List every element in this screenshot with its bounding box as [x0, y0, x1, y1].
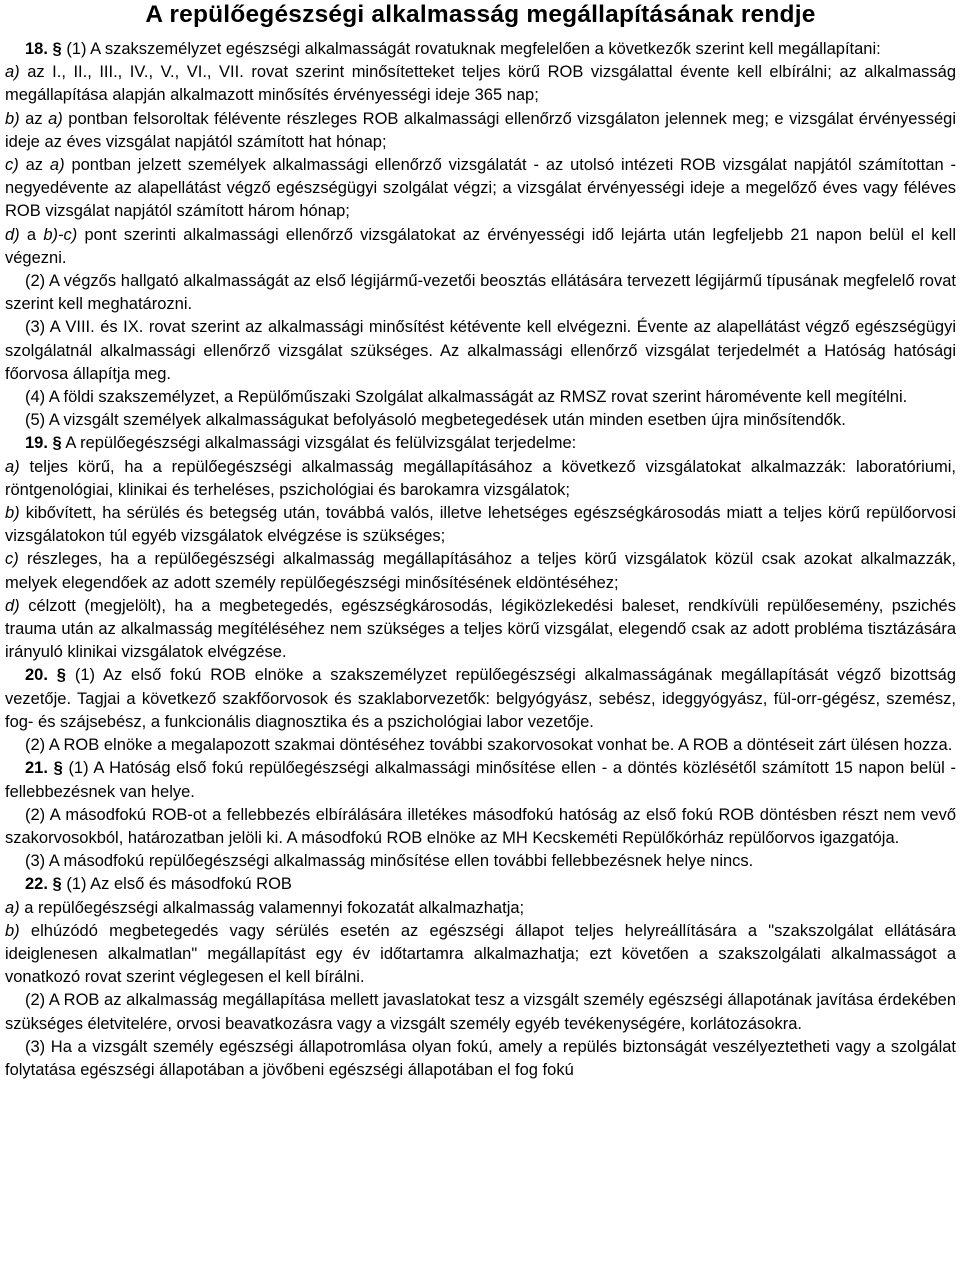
point-label: a): [5, 63, 20, 82]
document-body: [5, 38, 956, 1082]
section-19-point-a: [5, 456, 956, 502]
point-label: b): [5, 921, 20, 940]
section-22-number: 22.: [25, 875, 48, 894]
section-19-intro: [5, 432, 956, 455]
point-text: kibővített, ha sérülés és betegség után, továbbá valós, illetve lehetséges egészségkárosodás miatt a teljes körű repülőorvosi vizsgálatokon túl egyéb vizsgálatok elvégzése is szükséges;: [5, 504, 956, 546]
section-sign: §: [52, 434, 62, 453]
point-prefix: az: [25, 156, 44, 175]
section-22-paragraph-1: [5, 873, 956, 896]
section-21-paragraph-1: [5, 757, 956, 803]
section-21-paragraph-2: (2) A másodfokú ROB-ot a fellebbezés elbírálására illetékes másodfokú hatóság az első fokú ROB döntésben részt nem vevő szakorvosokból, határozatban jelöli ki. A másodfokú ROB elnöke az MH Kecskeméti Repülőkórház repülőorvos igazgatója.: [5, 805, 956, 847]
section-22-point-b: [5, 920, 956, 990]
point-text: pontban jelzett személyek alkalmassági ellenőrző vizsgálatát - az utolsó intézeti ROB vizsgálat napjától számítottan - negyedévente az alapellátást végző egészségügyi szolgálat végzi; a vizsgálat érvényességi ideje a megelőző éves vagy féléves ROB vizsgálat napjától számított három hónap;: [5, 156, 957, 221]
section-19-point-d: [5, 595, 956, 665]
point-label: b): [5, 109, 20, 128]
point-text: a repülőegészségi alkalmasság valamennyi fokozatát alkalmazhatja;: [24, 898, 525, 917]
point-label: c): [5, 550, 19, 569]
section-sign: §: [56, 666, 66, 685]
section-18-number: 18.: [25, 40, 48, 58]
point-label: b): [5, 504, 20, 523]
point-text: célzott (megjelölt), ha a megbetegedés, egészségkárosodás, légiközlekedési baleset, rendkívüli repülőesemény, pszichés trauma után az alkalmasság megítéléséhez nem szükséges a teljes körű vizsgálat, elegendő csak az adott probléma tisztázására irányuló klinikai vizsgálatok elvégzése.: [5, 596, 956, 662]
section-20-paragraph-2: (2) A ROB elnöke a megalapozott szakmai döntéséhez további szakorvosokat vonhat be. A ROB a döntéseit zárt ülésen hozza.: [25, 736, 953, 755]
section-19-point-b: [5, 502, 956, 548]
section-18-paragraph-1: [5, 38, 956, 61]
point-prefix: a: [26, 225, 37, 244]
section-19-intro-text: A repülőegészségi alkalmassági vizsgálat és felülvizsgálat terjedelme:: [65, 434, 577, 453]
section-18-paragraph-5: (5) A vizsgált személyek alkalmasságukat befolyásoló megbetegedések után minden esetben újra minősítendők.: [25, 411, 846, 430]
section-21-number: 21.: [25, 759, 48, 778]
section-21-paragraph-3: (3) A másodfokú repülőegészségi alkalmasság minősítése ellen további fellebbezésnek helye nincs.: [25, 852, 754, 871]
section-18-p1-text: (1) A szakszemélyzet egészségi alkalmasságát rovatuknak megfelelően a következők szerint kell megállapítani:: [66, 40, 881, 58]
point-text: teljes körű, ha a repülőegészségi alkalmasság megállapításához a következő vizsgálatokat alkalmazzák: laboratóriumi, röntgenológiai, klinikai és terheléses, pszichológiai és barokamra vizsgálatok;: [5, 457, 956, 499]
page-title: A repülőegészségi alkalmasság megállapításának rendje: [145, 1, 816, 28]
section-22-paragraph-2: (2) A ROB az alkalmasság megállapítása mellett javaslatokat tesz a vizsgált személy egészségi állapotának javítása érdekében szükséges életvitelére, orvosi beavatkozásra vagy a vizsgált személy egyéb tevékenységére, korlátozásokra.: [5, 991, 956, 1033]
section-sign: §: [52, 875, 62, 894]
section-19-number: 19.: [25, 434, 48, 453]
section-18-point-a: [5, 61, 956, 107]
point-label: a): [5, 898, 20, 917]
point-label: a): [5, 457, 20, 476]
point-label: c): [5, 156, 19, 175]
section-19-point-c: [5, 548, 956, 594]
section-22-paragraph-3: (3) Ha a vizsgált személy egészségi állapotromlása olyan fokú, amely a repülés biztonságát veszélyeztetheti vagy a szolgálat folytatása egészségi állapotában a jövőbeni egészségi állapotában el fog fokú: [5, 1037, 956, 1079]
section-18-point-d: [5, 224, 956, 270]
section-22-p1-text: (1) Az első és másodfokú ROB: [66, 875, 292, 894]
section-22-point-a: [5, 897, 956, 920]
point-reference: a): [48, 109, 63, 128]
point-reference: a): [49, 156, 65, 175]
section-20-p1-text: (1) Az első fokú ROB elnöke a szakszemélyzet repülőegészségi alkalmasságának megállapítását végző bizottság vezetője. Tagjai a következő szakfőorvosok és szaklaborvezetők: belgyógyász, sebész, ideggyógyász, fül-orr-gégész, szemész, fog- és szájsebész, a funkcionális diagnosztika és a pszichológiai labor vezetője.: [5, 666, 956, 731]
section-18-paragraph-2: (2) A végzős hallgató alkalmasságát az első légijármű-vezetői beosztás ellátására tervezett légijármű típusának megfelelő rovat szerint kell meghatározni.: [5, 272, 956, 314]
section-18-paragraph-3: (3) A VIII. és IX. rovat szerint az alkalmassági minősítést kétévente kell elvégezni. Évente az alapellátást végző egészségügyi szolgálatnál alkalmassági ellenőrző vizsgálat szükséges. Az alkalmassági ellenőrző vizsgálat terjedelmét a Hatóság hatósági főorvosa állapítja meg.: [5, 318, 956, 383]
point-prefix: az: [25, 109, 43, 128]
section-18-point-b: [5, 108, 956, 154]
section-sign: §: [52, 40, 62, 58]
section-20-paragraph-1: [5, 664, 956, 734]
point-text: az I., II., III., IV., V., VI., VII. rovat szerint minősítetteket teljes körű ROB vizsgálattal évente kell elbírálni; az alkalmasság megállapítása alapján alkalmazott minősítés érvényességi ideje 365 nap;: [5, 63, 956, 105]
point-text: pont szerinti alkalmassági ellenőrző vizsgálatokat az érvényességi idő lejárta után legfeljebb 21 napon belül el kell végezni.: [5, 225, 956, 267]
section-18-point-c: [5, 154, 956, 224]
section-18-paragraph-4: (4) A földi szakszemélyzet, a Repülőműszaki Szolgálat alkalmasságát az RMSZ rovat szerint háromévente kell megítélni.: [25, 388, 908, 407]
point-text: pontban felsoroltak félévente részleges ROB alkalmassági ellenőrző vizsgálaton jelennek meg; e vizsgálat érvényességi ideje az éves vizsgálat napjától számított hat hónap;: [5, 109, 956, 151]
point-reference: b)-c): [43, 225, 78, 244]
section-20-number: 20.: [25, 666, 48, 685]
section-21-p1-text: (1) A Hatóság első fokú repülőegészségi alkalmassági minősítése ellen - a döntés közlésétől számított 15 napon belül - fellebbezésnek van helye.: [5, 759, 956, 801]
section-sign: §: [53, 759, 63, 778]
point-label: d): [5, 225, 20, 244]
point-label: d): [5, 596, 20, 615]
point-text: elhúzódó megbetegedés vagy sérülés esetén az egészségi állapot teljes helyreállítására a "szakszolgálat ellátására ideiglenesen alkalmatlan" megállapítást egy év időtartamra alkalmazhatja; ezt követően a szakszolgálati alkalmasságot a vonatkozó rovat szerint véglegesen el kell bírálni.: [5, 921, 956, 987]
point-text: részleges, ha a repülőegészségi alkalmasság megállapításához a teljes körű vizsgálatok közül csak azokat alkalmazzák, melyek elegendőek az adott személy repülőegészségi minősítésének eldöntéséhez;: [5, 550, 956, 592]
document-page: [5, 0, 956, 1082]
